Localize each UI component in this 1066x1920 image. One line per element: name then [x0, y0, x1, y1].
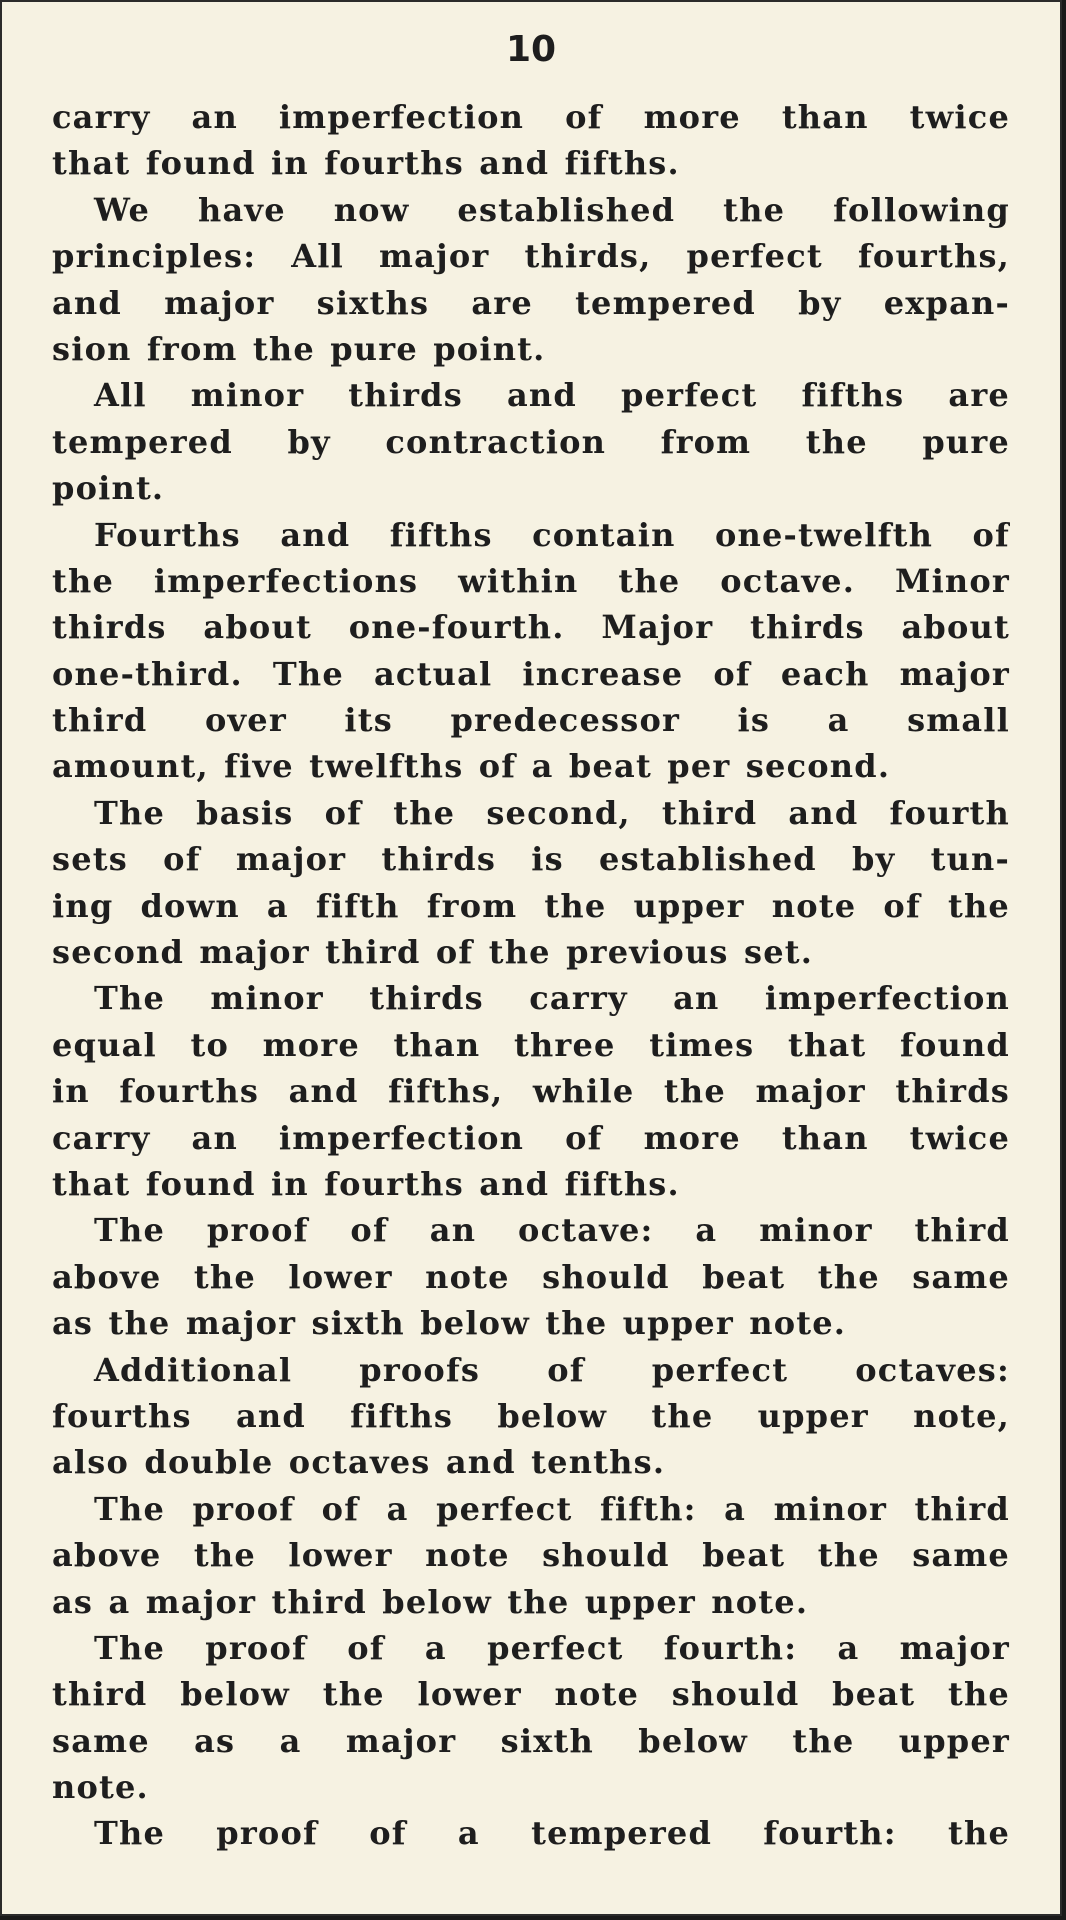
- text-line: that found in fourths and fifths.: [52, 144, 680, 183]
- paragraph-first-line: The proof of an octave: a minor third: [94, 1211, 1010, 1250]
- text-line: that found in fourths and fifths.: [52, 1164, 680, 1203]
- text-line: sets of major thirds is established by tun-: [52, 840, 1010, 879]
- text-line: point.: [52, 469, 165, 508]
- text-line: sion from the pure point.: [52, 329, 546, 368]
- text-line: note.: [52, 1768, 149, 1807]
- text-line: as the major sixth below the upper note.: [52, 1304, 847, 1343]
- text-line: second major third of the previous set.: [52, 933, 814, 972]
- text-line: principles: All major thirds, perfect fourths,: [52, 237, 1010, 276]
- text-line: above the lower note should beat the same: [52, 1536, 1010, 1575]
- text-line: carry an imperfection of more than twice: [52, 1118, 1010, 1157]
- text-line: third over its predecessor is a small: [52, 701, 1010, 740]
- paragraph-first-line: The proof of a perfect fifth: a minor third: [94, 1489, 1010, 1528]
- text-line: as a major third below the upper note.: [52, 1582, 809, 1621]
- paragraph-first-line: The minor thirds carry an imperfection: [94, 979, 1010, 1018]
- text-line: in fourths and fifths, while the major thirds: [52, 1072, 1010, 1111]
- text-line: thirds about one-fourth. Major thirds about: [52, 608, 1010, 647]
- paragraph-first-line: The basis of the second, third and fourth: [94, 793, 1010, 832]
- paragraph-first-line: Additional proofs of perfect octaves:: [94, 1350, 1010, 1389]
- text-line: also double octaves and tenths.: [52, 1443, 666, 1482]
- text-line: equal to more than three times that found: [52, 1025, 1010, 1064]
- text-line: fourths and fifths below the upper note,: [52, 1396, 1010, 1435]
- body-text: [52, 94, 1010, 1857]
- page-number: 10: [505, 29, 557, 70]
- text-line: same as a major sixth below the upper: [52, 1721, 1010, 1760]
- text-line: third below the lower note should beat the: [52, 1675, 1010, 1714]
- text-line: above the lower note should beat the same: [52, 1257, 1010, 1296]
- paragraph-first-line: The proof of a perfect fourth: a major: [94, 1628, 1010, 1667]
- text-line: tempered by contraction from the pure: [52, 422, 1010, 461]
- paragraph-first-line: All minor thirds and perfect fifths are: [94, 376, 1010, 415]
- paragraph-first-line: The proof of a tempered fourth: the: [94, 1814, 1010, 1853]
- text-line: carry an imperfection of more than twice: [52, 98, 1010, 136]
- text-line: the imperfections within the octave. Minor: [52, 561, 1010, 600]
- paragraph-first-line: We have now established the following: [94, 190, 1010, 229]
- text-line: one-third. The actual increase of each major: [52, 654, 1010, 693]
- text-line: amount, five twelfths of a beat per second.: [52, 747, 891, 786]
- text-line: ing down a fifth from the upper note of the: [52, 886, 1010, 925]
- paragraph-first-line: Fourths and fifths contain one-twelfth of: [94, 515, 1010, 554]
- text-line: and major sixths are tempered by expan-: [52, 283, 1010, 322]
